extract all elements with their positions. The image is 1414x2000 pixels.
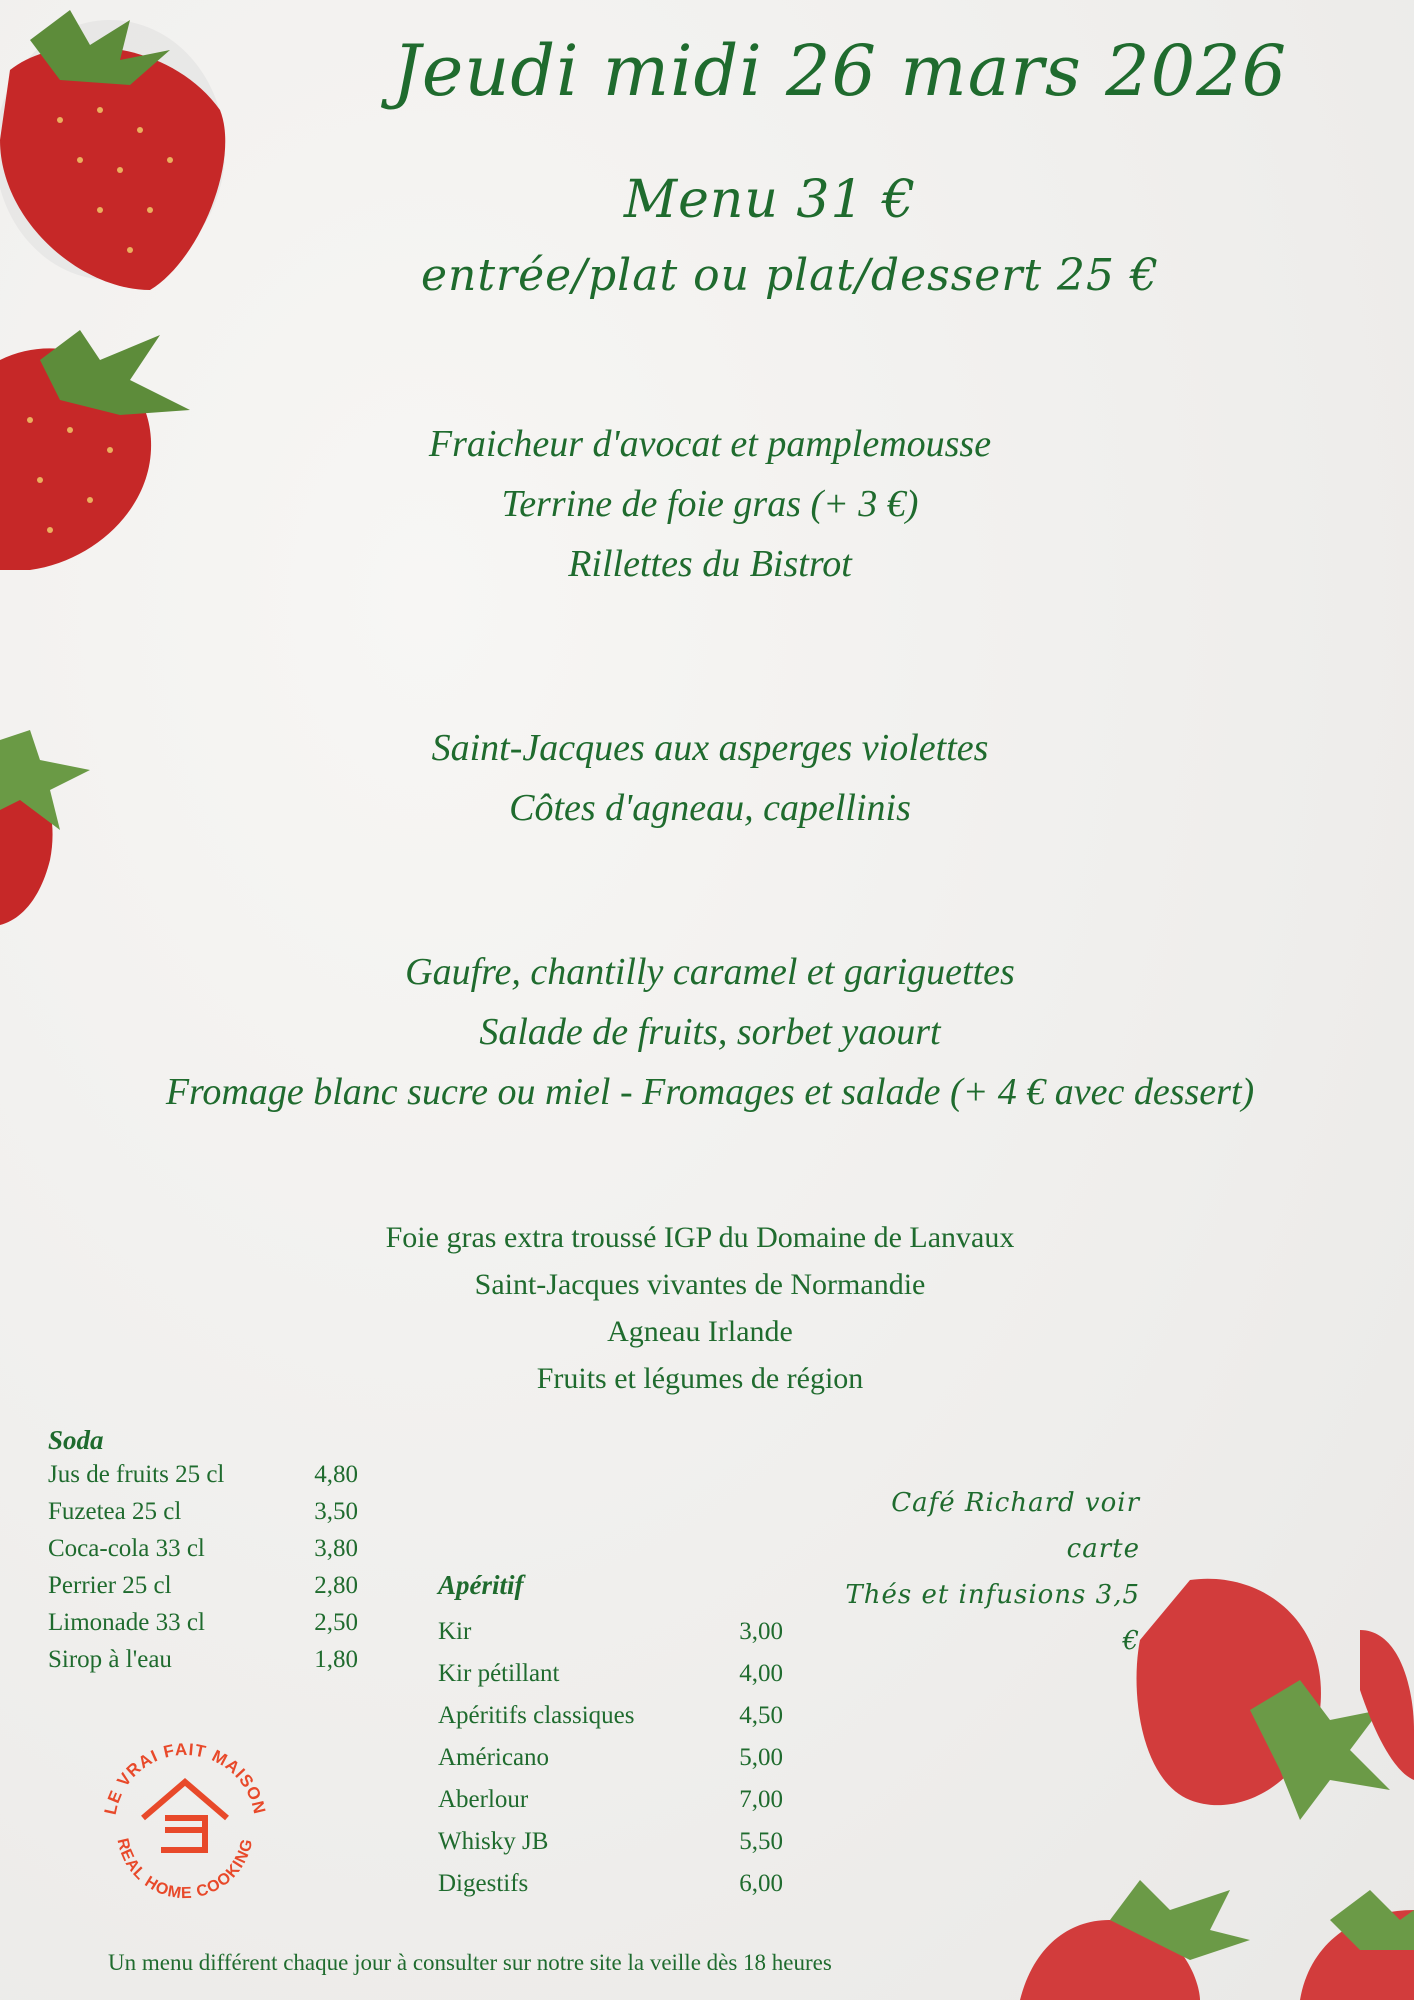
item-price: 2,80 — [314, 1572, 358, 1599]
tea-line: Thés et infusions 3,5 € — [845, 1580, 1140, 1656]
sources-section — [110, 1214, 1290, 1402]
item-name: Digestifs — [438, 1870, 529, 1897]
svg-text:REAL HOME COOKING: REAL HOME COOKING — [113, 1836, 257, 1903]
item-name: Kir pétillant — [438, 1660, 560, 1687]
item-price: 1,80 — [314, 1646, 358, 1673]
item-price: 4,00 — [739, 1660, 783, 1687]
item-price: 3,00 — [739, 1618, 783, 1645]
house-icon — [143, 1782, 227, 1850]
item-name: Apéritifs classiques — [438, 1702, 635, 1729]
plats-section — [110, 718, 1310, 838]
soda-list — [48, 1425, 358, 1678]
menu-price: Menu 31 € — [623, 170, 917, 230]
item-price: 4,80 — [314, 1461, 358, 1488]
price-row — [48, 1604, 358, 1641]
item-price: 3,50 — [314, 1498, 358, 1525]
dish-item: Côtes d'agneau, capellinis — [509, 787, 911, 829]
desserts-section — [110, 942, 1310, 1122]
item-name: Kir — [438, 1618, 472, 1645]
soda-title: Soda — [48, 1425, 104, 1455]
item-price: 6,00 — [739, 1870, 783, 1897]
coffee-section — [820, 1480, 1140, 1664]
item-name: Fuzetea 25 cl — [48, 1498, 182, 1525]
source-item: Foie gras extra troussé IGP du Domaine de Lanvaux — [385, 1221, 1015, 1254]
dish-item: Gaufre, chantilly caramel et gariguettes — [405, 951, 1015, 993]
price-row — [438, 1695, 783, 1737]
price-row — [48, 1567, 358, 1604]
item-name: Perrier 25 cl — [48, 1572, 172, 1599]
footer-note: Un menu différent chaque jour à consulter sur notre site la veille dès 18 heures — [108, 1950, 832, 1975]
menu-date: Jeudi midi 26 mars 2026 — [392, 30, 1288, 112]
source-item: Saint-Jacques vivantes de Normandie — [474, 1268, 926, 1301]
strawberry-illustration — [0, 0, 240, 300]
item-price: 4,50 — [739, 1702, 783, 1729]
item-price: 5,50 — [739, 1828, 783, 1855]
source-item: Agneau Irlande — [607, 1315, 793, 1348]
price-row — [438, 1611, 783, 1653]
item-name: Whisky JB — [438, 1828, 549, 1855]
price-row — [48, 1456, 358, 1493]
dish-item: Fraicheur d'avocat et pamplemousse — [428, 423, 992, 465]
dish-item: Saint-Jacques aux asperges violettes — [431, 727, 989, 769]
price-row — [438, 1653, 783, 1695]
strawberry-illustration — [0, 720, 100, 930]
entrees-section — [110, 414, 1310, 594]
svg-text:LE VRAI FAIT MAISON: LE VRAI FAIT MAISON — [100, 1739, 270, 1817]
price-row — [48, 1530, 358, 1567]
item-price: 5,00 — [739, 1744, 783, 1771]
item-price: 3,80 — [314, 1535, 358, 1562]
fait-maison-logo — [95, 1730, 275, 1910]
price-row — [438, 1737, 783, 1779]
item-price: 7,00 — [739, 1786, 783, 1813]
price-row — [438, 1779, 783, 1821]
dish-item: Salade de fruits, sorbet yaourt — [479, 1011, 941, 1053]
item-name: Américano — [438, 1744, 550, 1771]
dish-item: Rillettes du Bistrot — [568, 543, 852, 585]
item-name: Jus de fruits 25 cl — [48, 1461, 225, 1488]
strawberry-illustration — [1130, 1570, 1414, 1850]
source-item: Fruits et légumes de région — [536, 1362, 864, 1395]
aperitif-title: Apéritif — [438, 1570, 524, 1600]
dish-item: Terrine de foie gras (+ 3 €) — [501, 483, 919, 525]
aperitif-list — [438, 1570, 783, 1905]
price-row — [48, 1493, 358, 1530]
price-row — [438, 1821, 783, 1863]
menu-formula: entrée/plat ou plat/dessert 25 € — [421, 250, 1159, 301]
item-price: 2,50 — [314, 1609, 358, 1636]
item-name: Aberlour — [438, 1786, 529, 1813]
item-name: Coca-cola 33 cl — [48, 1535, 205, 1562]
strawberry-illustration — [1000, 1880, 1414, 2000]
price-row — [438, 1863, 783, 1905]
coffee-line: Café Richard voir carte — [891, 1488, 1140, 1564]
price-row — [48, 1641, 358, 1678]
item-name: Sirop à l'eau — [48, 1646, 172, 1673]
item-name: Limonade 33 cl — [48, 1609, 205, 1636]
dish-item: Fromage blanc sucre ou miel - Fromages et salade (+ 4 € avec dessert) — [165, 1071, 1255, 1113]
